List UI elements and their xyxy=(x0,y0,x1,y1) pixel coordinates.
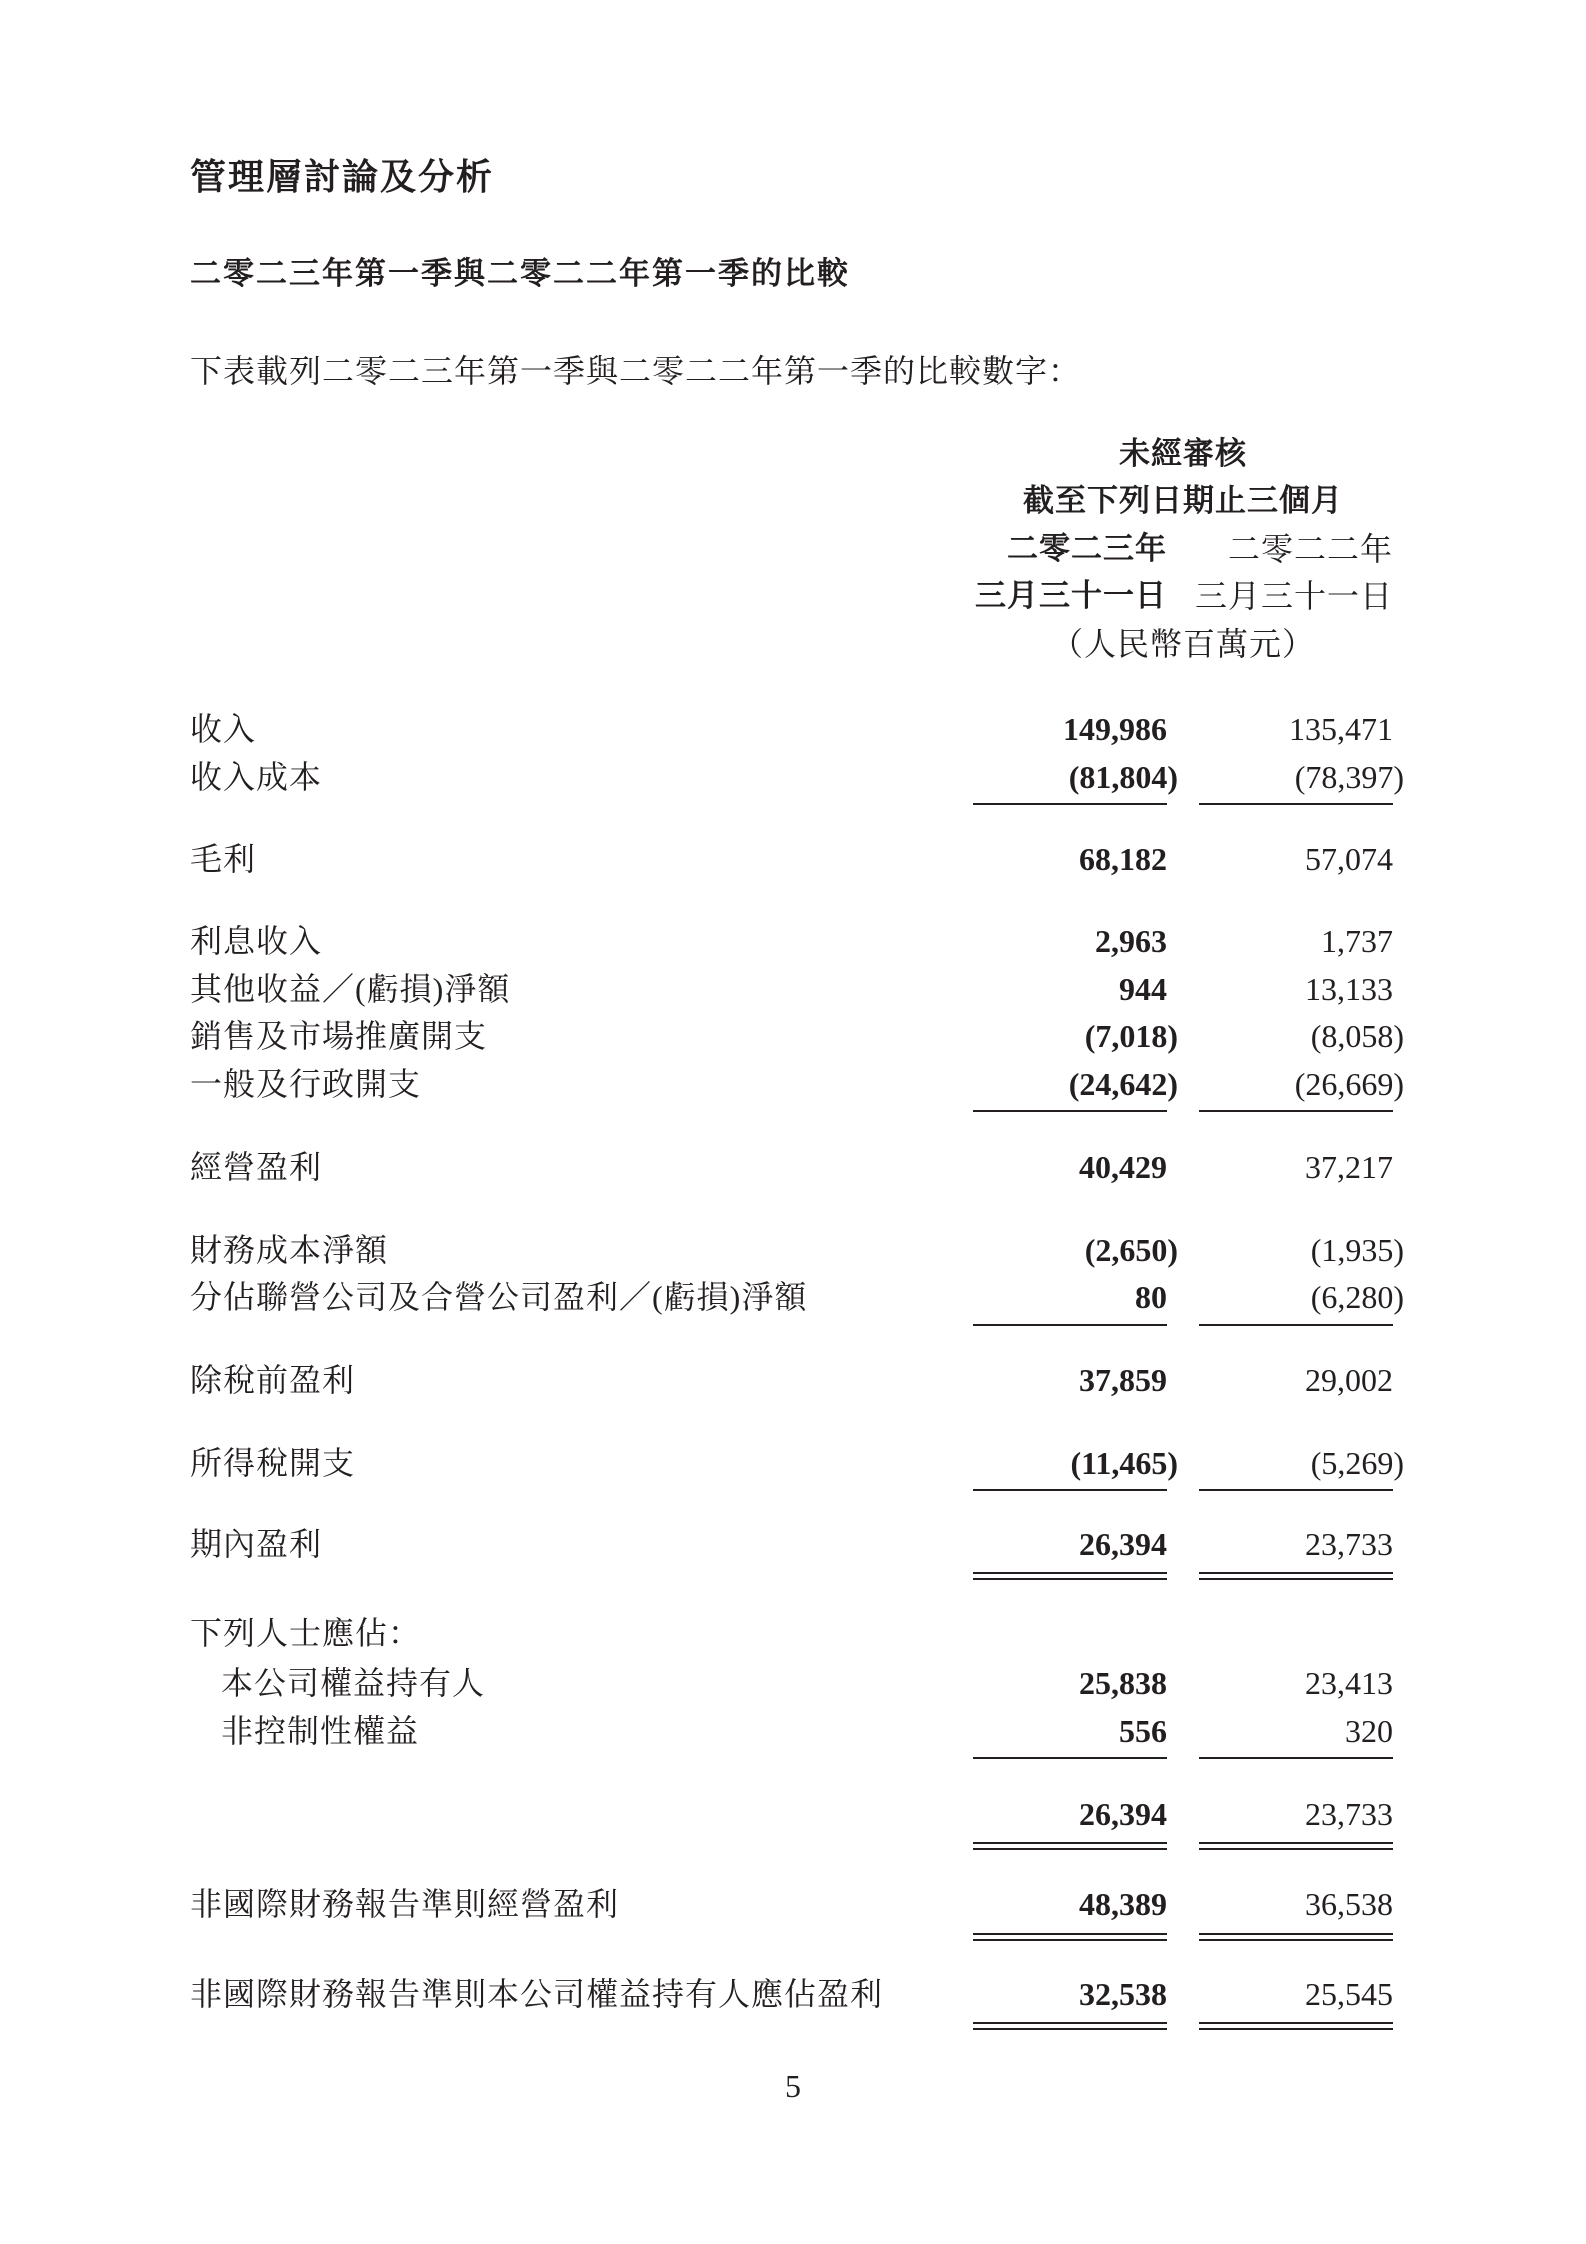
underline-2022 xyxy=(1199,803,1393,805)
double-underline-2022 xyxy=(1199,1933,1393,1941)
underline-2022 xyxy=(1199,1757,1393,1759)
value-2023: 68,182 xyxy=(1079,841,1167,877)
table-row-cost-of-revenue xyxy=(0,757,1586,797)
value-2023: (7,018) xyxy=(1084,1018,1178,1054)
value-2022: 320 xyxy=(1345,1713,1393,1749)
value-2023: 32,538 xyxy=(1079,1976,1167,2012)
value-2022: (1,935) xyxy=(1310,1232,1404,1268)
header-col1-date: 三月三十一日 xyxy=(975,578,1167,614)
page-number: 5 xyxy=(785,2068,801,2104)
row-label: 非國際財務報告準則經營盈利 xyxy=(190,1886,620,1922)
value-2023: 26,394 xyxy=(1079,1796,1167,1832)
value-2022: 37,217 xyxy=(1305,1149,1393,1185)
row-label: 經營盈利 xyxy=(190,1149,323,1185)
row-label: 一般及行政開支 xyxy=(190,1066,422,1102)
table-row-non-ifrs-profit-attributable xyxy=(0,1974,1586,2014)
value-2022: 23,733 xyxy=(1305,1526,1393,1562)
double-underline-2022 xyxy=(1199,1572,1393,1580)
underline-2023 xyxy=(973,803,1167,805)
value-2023: 37,859 xyxy=(1079,1362,1167,1398)
table-row-finance-costs xyxy=(0,1230,1586,1270)
double-underline-2022 xyxy=(1199,2022,1393,2030)
row-label: 毛利 xyxy=(190,841,257,877)
table-row-attributable-total xyxy=(0,1794,1586,1834)
header-col2-date: 三月三十一日 xyxy=(1194,578,1393,614)
value-2022: 25,545 xyxy=(1305,1976,1393,2012)
table-row-non-controlling-interests xyxy=(0,1711,1586,1751)
table-row-other-gains-losses xyxy=(0,969,1586,1009)
value-2022: 36,538 xyxy=(1305,1886,1393,1922)
table-row-profit-for-period xyxy=(0,1524,1586,1564)
row-label: 分佔聯營公司及合營公司盈利／(虧損)淨額 xyxy=(190,1279,808,1315)
header-col2-year: 二零二二年 xyxy=(1227,531,1393,567)
value-2022: 1,737 xyxy=(1321,923,1393,959)
row-label: 財務成本淨額 xyxy=(190,1232,389,1268)
value-2023: 556 xyxy=(1119,1713,1167,1749)
underline-2022 xyxy=(1199,1110,1393,1112)
value-2022: (26,669) xyxy=(1294,1066,1404,1102)
row-label: 本公司權益持有人 xyxy=(221,1665,486,1701)
row-label: 所得稅開支 xyxy=(190,1445,356,1481)
value-2023: 25,838 xyxy=(1079,1665,1167,1701)
value-2023: 149,986 xyxy=(1063,711,1167,747)
table-row-non-ifrs-operating-profit xyxy=(0,1884,1586,1924)
underline-2023 xyxy=(973,1110,1167,1112)
row-label: 收入 xyxy=(190,711,257,747)
header-col1-year: 二零二三年 xyxy=(1007,531,1167,567)
section-subtitle: 二零二三年第一季與二零二二年第一季的比較 xyxy=(190,256,850,292)
header-unit: （人民幣百萬元） xyxy=(1050,626,1315,662)
page-title: 管理層討論及分析 xyxy=(190,157,495,198)
double-underline-2023 xyxy=(973,1933,1167,1941)
row-label: 期內盈利 xyxy=(190,1526,323,1562)
row-label: 收入成本 xyxy=(190,759,323,795)
underline-2023 xyxy=(973,1757,1167,1759)
table-row-general-admin xyxy=(0,1064,1586,1104)
table-row-gross-profit xyxy=(0,839,1586,879)
table-row-revenue xyxy=(0,709,1586,749)
double-underline-2023 xyxy=(973,1572,1167,1580)
value-2023: 80 xyxy=(1135,1279,1167,1315)
value-2023: (24,642) xyxy=(1068,1066,1178,1102)
table-row-income-tax xyxy=(0,1443,1586,1483)
value-2022: 57,074 xyxy=(1305,841,1393,877)
value-2022: 135,471 xyxy=(1289,711,1393,747)
underline-2023 xyxy=(973,1324,1167,1326)
row-label: 利息收入 xyxy=(190,923,323,959)
double-underline-2022 xyxy=(1199,1842,1393,1850)
value-2022: (6,280) xyxy=(1310,1279,1404,1315)
row-label: 除稅前盈利 xyxy=(190,1362,356,1398)
value-2022: (8,058) xyxy=(1310,1018,1404,1054)
row-label: 下列人士應佔： xyxy=(190,1615,422,1651)
value-2023: 48,389 xyxy=(1079,1886,1167,1922)
value-2023: 40,429 xyxy=(1079,1149,1167,1185)
value-2023: (81,804) xyxy=(1068,759,1178,795)
value-2023: 26,394 xyxy=(1079,1526,1167,1562)
double-underline-2023 xyxy=(973,1842,1167,1850)
underline-2022 xyxy=(1199,1324,1393,1326)
table-row-equity-holders xyxy=(0,1663,1586,1703)
header-audit-status: 未經審核 xyxy=(1119,436,1247,472)
underline-2022 xyxy=(1199,1489,1393,1491)
table-row-selling-marketing xyxy=(0,1016,1586,1056)
underline-2023 xyxy=(973,1489,1167,1491)
value-2022: 29,002 xyxy=(1305,1362,1393,1398)
value-2023: 944 xyxy=(1119,971,1167,1007)
table-row-share-of-associates-jv xyxy=(0,1277,1586,1317)
table-row-profit-before-tax xyxy=(0,1360,1586,1400)
value-2022: (78,397) xyxy=(1294,759,1404,795)
table-row-attributable-header xyxy=(0,1613,1586,1653)
row-label: 銷售及市場推廣開支 xyxy=(190,1018,488,1054)
value-2022: 23,413 xyxy=(1305,1665,1393,1701)
row-label: 其他收益／(虧損)淨額 xyxy=(190,971,511,1007)
value-2022: 23,733 xyxy=(1305,1796,1393,1832)
double-underline-2023 xyxy=(973,2022,1167,2030)
value-2022: 13,133 xyxy=(1305,971,1393,1007)
value-2023: (2,650) xyxy=(1084,1232,1178,1268)
value-2022: (5,269) xyxy=(1310,1445,1404,1481)
table-row-operating-profit xyxy=(0,1147,1586,1187)
row-label: 非國際財務報告準則本公司權益持有人應佔盈利 xyxy=(190,1976,884,2012)
row-label: 非控制性權益 xyxy=(221,1713,420,1749)
header-period: 截至下列日期止三個月 xyxy=(1023,483,1343,519)
table-row-interest-income xyxy=(0,921,1586,961)
intro-paragraph: 下表載列二零二三年第一季與二零二二年第一季的比較數字： xyxy=(190,353,1082,389)
value-2023: 2,963 xyxy=(1095,923,1167,959)
value-2023: (11,465) xyxy=(1070,1445,1178,1481)
